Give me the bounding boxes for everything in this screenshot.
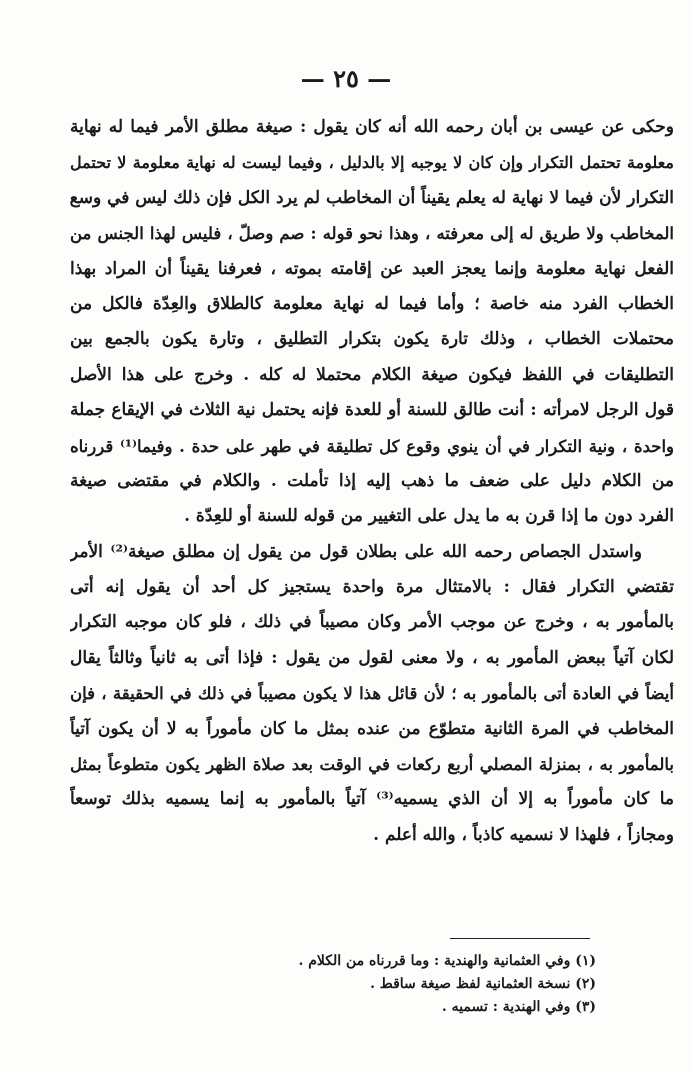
text-line: أيضاً في العادة أتى بالمأمور به ؛ لأن قائل هذا لا يكون مصيباً في ذلك في الحقيقة ، فإن bbox=[70, 684, 674, 704]
text-line: بالمأمور به ، وخرج عن موجب الأمر وكان مصيباً في ذلك ، فلو كان موجبه التكرار bbox=[70, 612, 674, 633]
text-line: التطليقات في اللفظ فيكون صيغة الكلام محتملا له كله . وخرج على هذا الأصل bbox=[70, 364, 674, 385]
text-line: من الكلام دليل على ضعف ما ذهب إليه إذا تأملت . والكلام في مقتضى صيغة bbox=[70, 470, 674, 491]
text-line: لكان آتياً ببعض المأمور به ، ولا معنى لقول من يقول : فإذا أتى به ثانياً وثالثاً يقال bbox=[70, 647, 674, 668]
text-line: وحكى عن عيسى بن أبان رحمه الله أنه كان يقول : صيغة مطلق الأمر فيما له نهاية bbox=[70, 117, 674, 137]
text-line: واستدل الجصاص رحمه الله على بطلان قول من يقول إن مطلق صيغة⁽²⁾ الأمر bbox=[70, 541, 642, 562]
text-line: المخاطب ولا طريق له إلى معرفته ، وهذا نحو قوله : صم وصلّ ، فليس لهذا الجنس من bbox=[70, 224, 674, 244]
page-number: — ٢٥ — bbox=[300, 64, 392, 93]
text-line: قول الرجل لامرأته : أنت طالق للسنة أو للعدة فإنه يحتمل نية الثلاث في الإيقاع جملة bbox=[70, 400, 674, 421]
text-line: تقتضي التكرار فقال : بالامتثال مرة واحدة يستجيز كل أحد أن يقول إنه أتى bbox=[70, 577, 674, 598]
text-line: المخاطب في المرة الثانية متطوّع من عنده بمثل ما كان مأموراً به لا أن يكون آتياً bbox=[70, 718, 674, 739]
footnote-divider bbox=[450, 938, 590, 939]
text-line: معلومة تحتمل التكرار وإن كان لا يوجبه إلا بالدليل ، وفيما ليست له نهاية معلومة لا تحتمل bbox=[70, 153, 674, 173]
text-line: الفرد دون ما إذا قرن به ما يدل على التغيير من قوله للسنة أو للعِدّة . bbox=[184, 506, 674, 527]
body-text bbox=[70, 110, 674, 853]
text-line: واحدة ، ونية التكرار في أن ينوي وقوع كل تطليقة في طهر على حدة . وفيما⁽¹⁾ قررناه bbox=[70, 436, 674, 456]
footnote: (٣) وفي الهندية : تسميه . bbox=[441, 999, 596, 1015]
text-line: ما كان مأموراً به إلا أن الذي يسميه⁽³⁾ آتياً بالمأمور به إنما يسميه بذلك توسعاً bbox=[70, 789, 674, 810]
text-line: الفعل نهاية معلومة وإنما يعجز العبد عن إقامته بموته ، فعرفنا يقيناً أن المراد بهذا bbox=[70, 258, 674, 279]
footnote: (١) وفي العثمانية والهندية : وما قررناه من الكلام . bbox=[298, 953, 596, 969]
text-line: محتملات الخطاب ، وذلك تارة يكون بتكرار التطليق ، وتارة يكون بالجمع بين bbox=[70, 329, 674, 350]
text-line: بالمأمور به ، بمنزلة المصلي أربع ركعات في الوقت بعد صلاة الظهر يكون متطوعاً بمثل bbox=[70, 755, 674, 775]
footnotes bbox=[266, 950, 596, 1019]
text-line: ومجازاً ، فلهذا لا نسميه كاذباً ، والله أعلم . bbox=[373, 824, 674, 845]
footnote: (٢) نسخة العثمانية لفظ صيغة ساقط . bbox=[370, 976, 596, 992]
text-line: الخطاب الفرد منه خاصة ؛ وأما فيما له نهاية معلومة كالطلاق والعِدّة فالكل من bbox=[70, 293, 674, 314]
text-line: التكرار لأن فيما لا نهاية له يعلم يقيناً أن المخاطب لم يرد الكل فإن ذلك ليس في وسع bbox=[70, 187, 674, 208]
